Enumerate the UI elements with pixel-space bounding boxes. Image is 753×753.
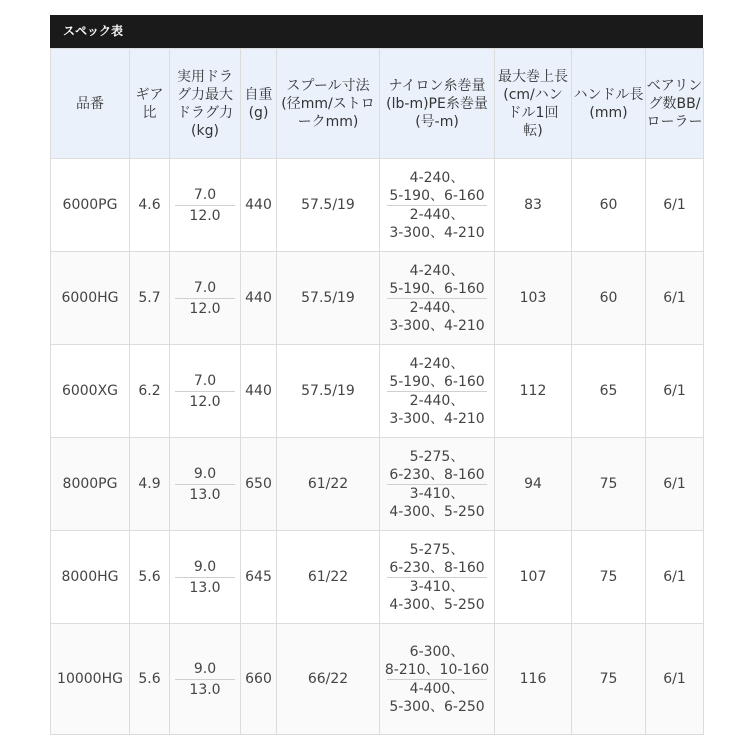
spec-table-container [50, 15, 703, 735]
header-handle [572, 49, 646, 159]
cell-bearings: 6/1 [646, 624, 704, 735]
cell-gear: 5.6 [130, 531, 170, 624]
header-nylon: ナイロン糸巻量(lb-m) [386, 77, 486, 112]
cell-drag [170, 438, 241, 531]
cell-drag [170, 624, 241, 735]
pe-line-2: 4-300、5-250 [389, 596, 485, 613]
header-handle-label: ハンドル長(mm) [573, 86, 644, 121]
nylon-line-2: 6-230、8-160 [389, 559, 485, 576]
table-row [51, 438, 704, 531]
drag-practical: 7.0 [193, 372, 217, 389]
cell-model: 10000HG [51, 624, 130, 735]
cell-bearings: 6/1 [646, 252, 704, 345]
nylon-line-1: 4-240、 [409, 169, 465, 186]
cell-handle: 60 [572, 252, 646, 345]
nylon-line-2: 5-190、6-160 [389, 373, 485, 390]
pe-line-1: 3-410、 [409, 485, 465, 502]
table-row [51, 345, 704, 438]
cell-bearings: 6/1 [646, 159, 704, 252]
cell-retrieve: 116 [495, 624, 572, 735]
cell-model: 6000XG [51, 345, 130, 438]
header-spool [277, 49, 380, 159]
header-row [51, 49, 704, 159]
pe-line-1: 2-440、 [409, 299, 465, 316]
pe-line-2: 3-300、4-210 [389, 224, 485, 241]
cell-retrieve: 112 [495, 345, 572, 438]
cell-weight: 660 [241, 624, 277, 735]
nylon-line-1: 5-275、 [409, 541, 465, 558]
pe-line-1: 3-410、 [409, 578, 465, 595]
cell-spool: 57.5/19 [277, 252, 380, 345]
header-gear-ratio-label: ギア比 [135, 86, 164, 121]
cell-line [380, 624, 495, 735]
cell-gear: 5.6 [130, 624, 170, 735]
drag-practical: 9.0 [193, 465, 217, 482]
nylon-line-1: 4-240、 [409, 262, 465, 279]
cell-handle: 75 [572, 624, 646, 735]
drag-max: 13.0 [175, 679, 235, 698]
header-drag-practical: 実用ドラグ力 [177, 68, 233, 103]
cell-gear: 6.2 [130, 345, 170, 438]
drag-practical: 7.0 [193, 186, 217, 203]
cell-model: 8000HG [51, 531, 130, 624]
drag-practical: 9.0 [193, 660, 217, 677]
cell-spool: 61/22 [277, 531, 380, 624]
header-retrieve-label: 最大巻上長(cm/ハンドル1回転) [498, 68, 568, 139]
spec-table [50, 48, 704, 735]
cell-spool: 66/22 [277, 624, 380, 735]
spec-table-title: スペック表 [50, 15, 703, 48]
pe-line-2: 4-300、5-250 [389, 503, 485, 520]
cell-gear: 4.6 [130, 159, 170, 252]
cell-drag [170, 345, 241, 438]
cell-gear: 5.7 [130, 252, 170, 345]
cell-spool: 57.5/19 [277, 345, 380, 438]
header-weight-label: 自重(g) [244, 86, 273, 121]
drag-max: 12.0 [175, 391, 235, 410]
cell-weight: 645 [241, 531, 277, 624]
header-bearings-label: ベアリング数BB/ローラー [646, 77, 703, 130]
drag-max: 12.0 [175, 298, 235, 317]
header-model-label: 品番 [76, 95, 104, 112]
cell-drag [170, 252, 241, 345]
cell-spool: 61/22 [277, 438, 380, 531]
cell-bearings: 6/1 [646, 438, 704, 531]
header-bearings [646, 49, 704, 159]
cell-model: 6000PG [51, 159, 130, 252]
drag-max: 13.0 [175, 484, 235, 503]
header-drag-unit: (kg) [191, 122, 219, 139]
cell-handle: 75 [572, 438, 646, 531]
cell-handle: 65 [572, 345, 646, 438]
table-row [51, 531, 704, 624]
cell-drag [170, 531, 241, 624]
cell-handle: 60 [572, 159, 646, 252]
pe-line-2: 3-300、4-210 [389, 410, 485, 427]
cell-gear: 4.9 [130, 438, 170, 531]
nylon-line-2: 8-210、10-160 [384, 661, 490, 678]
cell-bearings: 6/1 [646, 531, 704, 624]
cell-weight: 650 [241, 438, 277, 531]
cell-retrieve: 103 [495, 252, 572, 345]
cell-model: 6000HG [51, 252, 130, 345]
header-drag-max: 最大ドラグ力 [177, 86, 233, 121]
nylon-line-2: 6-230、8-160 [389, 466, 485, 483]
table-row [51, 252, 704, 345]
cell-weight: 440 [241, 252, 277, 345]
cell-spool: 57.5/19 [277, 159, 380, 252]
cell-retrieve: 83 [495, 159, 572, 252]
pe-line-1: 4-400、 [409, 680, 465, 697]
header-spool-label: スプール寸法(径mm/ストロークmm) [281, 77, 375, 130]
table-row [51, 624, 704, 735]
cell-line [380, 438, 495, 531]
nylon-line-2: 5-190、6-160 [389, 187, 485, 204]
header-gear-ratio [130, 49, 170, 159]
header-line-capacity [380, 49, 495, 159]
cell-line [380, 159, 495, 252]
cell-weight: 440 [241, 345, 277, 438]
header-drag [170, 49, 241, 159]
drag-practical: 7.0 [193, 279, 217, 296]
header-line-wrap [385, 77, 489, 131]
cell-line [380, 252, 495, 345]
cell-handle: 75 [572, 531, 646, 624]
header-weight [241, 49, 277, 159]
pe-line-1: 2-440、 [409, 392, 465, 409]
cell-weight: 440 [241, 159, 277, 252]
pe-line-2: 3-300、4-210 [389, 317, 485, 334]
cell-retrieve: 107 [495, 531, 572, 624]
header-retrieve [495, 49, 572, 159]
drag-max: 12.0 [175, 205, 235, 224]
nylon-line-2: 5-190、6-160 [389, 280, 485, 297]
header-model [51, 49, 130, 159]
cell-model: 8000PG [51, 438, 130, 531]
nylon-line-1: 5-275、 [409, 448, 465, 465]
pe-line-1: 2-440、 [409, 206, 465, 223]
nylon-line-1: 4-240、 [409, 355, 465, 372]
cell-line [380, 531, 495, 624]
cell-drag [170, 159, 241, 252]
pe-line-2: 5-300、6-250 [389, 698, 485, 715]
cell-bearings: 6/1 [646, 345, 704, 438]
header-drag-wrap [176, 68, 234, 140]
nylon-line-1: 6-300、 [409, 643, 465, 660]
cell-line [380, 345, 495, 438]
drag-practical: 9.0 [193, 558, 217, 575]
header-pe: PE糸巻量(号-m) [415, 95, 488, 130]
table-row [51, 159, 704, 252]
drag-max: 13.0 [175, 577, 235, 596]
cell-retrieve: 94 [495, 438, 572, 531]
